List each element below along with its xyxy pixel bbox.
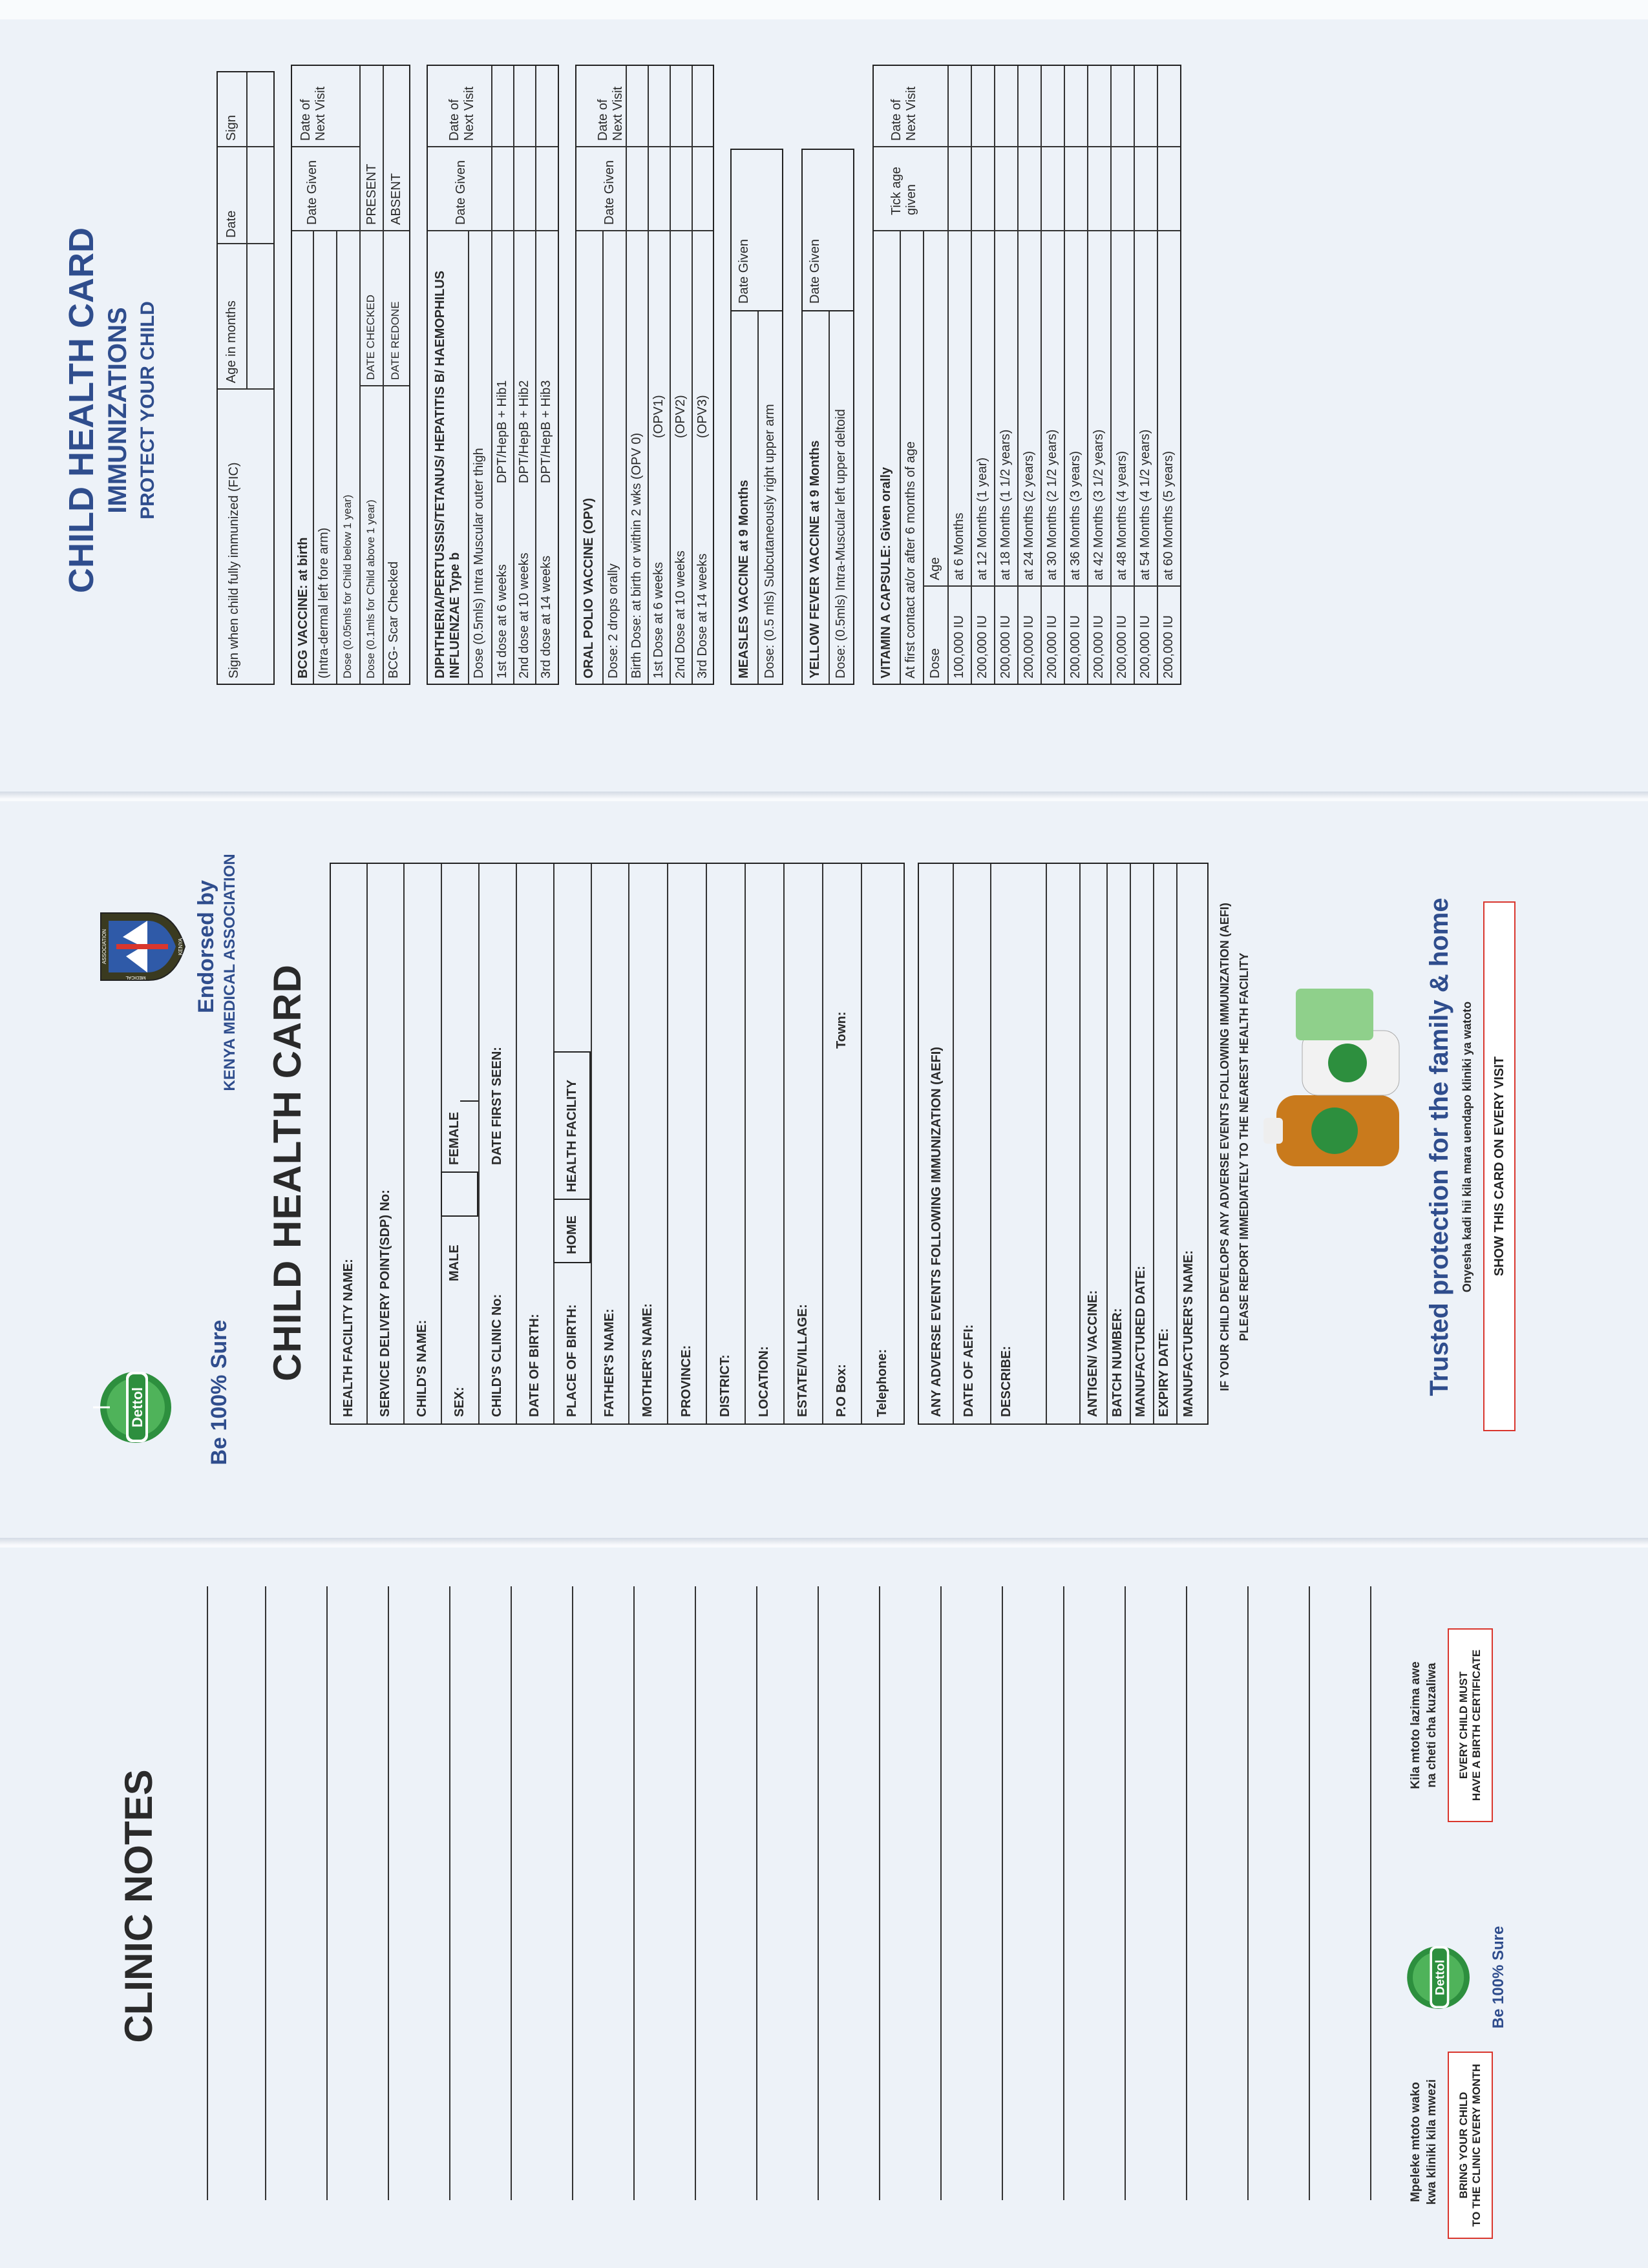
vitamin-a-age-2: at 12 Months (1 year) xyxy=(975,457,989,580)
sex-male: MALE xyxy=(447,1244,461,1281)
aefi-warning-1: IF YOUR CHILD DEVELOPS ANY ADVERSE EVENTS FOLLOWING IMMUNIZATION (AEFI) xyxy=(1218,903,1231,1391)
kma-crest-icon xyxy=(97,908,187,985)
vitamin-a-tick-header: Tick age given xyxy=(889,167,918,215)
be-100-sure-small: Be 100% Sure xyxy=(1490,1926,1507,2029)
aefi-form xyxy=(918,863,1209,1425)
field-town: Town: xyxy=(834,1011,849,1049)
aefi-header: ANY ADVERSE EVENTS FOLLOWING IMMUNIZATION (AEFI) xyxy=(929,1047,944,1417)
kma-logo-bottom: KENYA xyxy=(178,938,184,956)
bcg-dose-2: Dose (0.1mls for Child above 1 year) xyxy=(364,499,377,678)
vitamin-a-dose-7: 200,000 IU xyxy=(1092,615,1106,678)
field-pob: PLACE OF BIRTH: xyxy=(565,1304,579,1417)
vitamin-a-age-5: at 30 Months (2 1/2 years) xyxy=(1045,429,1059,580)
field-health-facility: HEALTH FACILITY NAME: xyxy=(341,1259,355,1417)
opv-date-given: Date Given xyxy=(602,160,617,225)
aefi-date: DATE OF AEFI: xyxy=(962,1324,976,1417)
dettol-logo-small xyxy=(1396,1942,1486,2013)
dpt-row-3-vaccine: DPT/HepB + Hib3 xyxy=(539,380,553,483)
sex-female: FEMALE xyxy=(447,1111,461,1165)
pob-health-facility: HEALTH FACILITY xyxy=(565,1079,579,1192)
field-sdp: SERVICE DELIVERY POINT(SDP) No: xyxy=(378,1190,392,1417)
trusted-protection: Trusted protection for the family & home xyxy=(1425,898,1453,1396)
vitamin-a-age-7: at 42 Months (3 1/2 years) xyxy=(1092,429,1106,580)
aefi-batch: BATCH NUMBER: xyxy=(1110,1308,1125,1417)
fold-line xyxy=(0,792,1648,799)
aefi-expiry-date: EXPIRY DATE: xyxy=(1157,1328,1171,1417)
vitamin-a-age-header: Age xyxy=(928,557,942,580)
opv-row-3: 3rd Dose at 14 weeks xyxy=(695,553,710,678)
yellow-fever-title: YELLOW FEVER VACCINE at 9 Months xyxy=(808,440,822,678)
fic-age-header: Age in months xyxy=(224,300,238,383)
vitamin-a-dose-4: 200,000 IU xyxy=(1022,615,1036,678)
field-date-first-seen: DATE FIRST SEEN: xyxy=(490,1047,504,1165)
vitamin-a-age-10: at 60 Months (5 years) xyxy=(1161,450,1176,580)
dettol-brand: Dettol xyxy=(129,1387,145,1428)
aefi-warning-2: PLEASE REPORT IMMEDIATELY TO THE NEAREST HEALTH FACILITY xyxy=(1238,952,1251,1341)
opv-row-3-code: (OPV3) xyxy=(695,395,710,438)
vitamin-a-age-3: at 18 Months (1 1/2 years) xyxy=(998,429,1013,580)
tagline: PROTECT YOUR CHILD xyxy=(137,301,158,520)
yellow-fever-date-given: Date Given xyxy=(808,238,822,304)
opv-title: ORAL POLIO VACCINE (OPV) xyxy=(582,498,596,678)
vitamin-a-age-1: at 6 Months xyxy=(952,512,966,580)
kma-logo-top: ASSOCIATION xyxy=(101,929,107,965)
bcg-next-visit: Date of Next Visit xyxy=(299,86,328,141)
vitamin-a-dose-10: 200,000 IU xyxy=(1161,615,1176,678)
pob-home: HOME xyxy=(565,1215,579,1254)
vitamin-a-dose-1: 100,000 IU xyxy=(952,615,966,678)
bcg-route: (Intra-dermal left fore arm) xyxy=(317,527,331,678)
field-sex: SEX: xyxy=(452,1387,467,1417)
yellow-fever-table xyxy=(801,310,854,685)
fic-sign-header: Sign xyxy=(224,114,238,141)
dpt-title: DIPHTHERIA/PERTUSSIS/TETANUS/ HEPATITIS B/ HAEMOPHILUS INFLUENZAE Type b xyxy=(433,270,462,678)
opv-row-2: 2nd Dose at 10 weeks xyxy=(673,551,688,678)
field-location: LOCATION: xyxy=(757,1346,771,1417)
opv-table xyxy=(575,65,714,685)
bcg-scar: BCG- Scar Checked xyxy=(386,561,401,678)
dpt-next-visit: Date of Next Visit xyxy=(447,86,476,141)
kma-name: KENYA MEDICAL ASSOCIATION xyxy=(221,854,238,1091)
aefi-describe: DESCRIBE: xyxy=(999,1345,1013,1417)
swahili-monthly-line-2: kwa kliniki kila mwezi xyxy=(1425,2079,1439,2205)
field-estate: ESTATE/VILLAGE: xyxy=(796,1304,810,1417)
measles-title: MEASLES VACCINE at 9 Months xyxy=(737,479,751,678)
monthly-clinic-banner xyxy=(1448,2052,1493,2239)
vitamin-a-table xyxy=(872,65,1181,685)
dettol-logo xyxy=(90,1367,200,1447)
swahili-monthly-line-1: Mpeleke mtoto wako xyxy=(1409,2082,1422,2202)
vitamin-a-dose-6: 200,000 IU xyxy=(1068,615,1083,678)
swahili-certificate-line-1: Kila mtoto lazima awe xyxy=(1409,1661,1422,1789)
bcg-date-checked: DATE CHECKED xyxy=(364,295,377,380)
vitamin-a-age-4: at 24 Months (2 years) xyxy=(1022,450,1036,580)
opv-row-0: Birth Dose: at birth or within 2 wks (OPV 0) xyxy=(629,432,644,678)
dpt-row-2: 2nd dose at 10 weeks xyxy=(517,552,531,678)
kma-logo-left: MEDICAL xyxy=(125,975,146,980)
dettol-brand-small: Dettol xyxy=(1433,1960,1448,1995)
vitamin-a-age-6: at 36 Months (3 years) xyxy=(1068,450,1083,580)
opv-dose: Dose: 2 drops orally xyxy=(606,563,620,678)
vitamin-a-age-9: at 54 Months (4 1/2 years) xyxy=(1138,429,1152,580)
vitamin-a-note: At first contact at/or after 6 months of age xyxy=(903,441,918,678)
fold-line xyxy=(0,1538,1648,1546)
dpt-row-3: 3rd dose at 14 weeks xyxy=(539,555,553,678)
clinic-notes-page xyxy=(13,1554,1642,2258)
opv-next-visit: Date of Next Visit xyxy=(596,86,625,141)
fic-table xyxy=(217,71,275,685)
birth-certificate-line-1: EVERY CHILD MUST xyxy=(1457,1671,1470,1780)
dpt-date-given: Date Given xyxy=(454,160,468,225)
bcg-table xyxy=(291,65,410,685)
bcg-date-given: Date Given xyxy=(305,160,319,225)
dpt-table xyxy=(427,65,559,685)
dpt-row-2-vaccine: DPT/HepB + Hib2 xyxy=(517,380,531,483)
registration-form xyxy=(330,863,905,1425)
swahili-show-card: Onyesha kadi hii kila mara uendapo kliniki ya watoto xyxy=(1461,1001,1474,1293)
field-father: FATHER'S NAME: xyxy=(602,1308,617,1417)
yellow-fever-dose: Dose: (0.5mls) Intra-Muscular left upper deltoid xyxy=(834,409,848,678)
opv-row-1-code: (OPV1) xyxy=(651,395,666,438)
dettol-product-image xyxy=(1263,985,1412,1192)
field-clinic-no: CHILD'S CLINIC No: xyxy=(490,1294,504,1417)
monthly-clinic-line-1: BRING YOUR CHILD xyxy=(1457,2092,1470,2199)
measles-date-given: Date Given xyxy=(737,238,751,304)
be-100-sure: Be 100% Sure xyxy=(207,1319,231,1465)
birth-certificate-line-2: HAVE A BIRTH CERTIFICATE xyxy=(1470,1649,1483,1801)
dpt-dose: Dose (0.5mls) Intra Muscular outer thigh xyxy=(472,448,486,678)
vitamin-a-age-8: at 48 Months (4 years) xyxy=(1115,450,1129,580)
field-dob: DATE OF BIRTH: xyxy=(527,1314,542,1417)
yellow-fever-date-cell xyxy=(801,149,854,311)
field-po-box: P.O Box: xyxy=(834,1364,849,1417)
bcg-title: BCG VACCINE: at birth xyxy=(296,537,310,678)
card-title: CHILD HEALTH CARD xyxy=(62,227,101,593)
show-card-banner: SHOW THIS CARD ON EVERY VISIT xyxy=(1483,901,1516,1431)
vitamin-a-dose-2: 200,000 IU xyxy=(975,615,989,678)
vitamin-a-dose-header: Dose xyxy=(928,648,942,678)
field-mother: MOTHER'S NAME: xyxy=(640,1303,655,1417)
bcg-absent: ABSENT xyxy=(389,173,403,225)
opv-row-2-code: (OPV2) xyxy=(673,395,688,438)
vitamin-a-dose-3: 200,000 IU xyxy=(998,615,1013,678)
front-title: CHILD HEALTH CARD xyxy=(266,964,309,1381)
vitamin-a-title: VITAMIN A CAPSULE: Given orally xyxy=(879,467,893,678)
field-district: DISTRICT: xyxy=(718,1354,732,1417)
vitamin-a-dose-8: 200,000 IU xyxy=(1115,615,1129,678)
endorsed-by: Endorsed by xyxy=(194,880,218,1013)
aefi-manufactured-date: MANUFACTURED DATE: xyxy=(1134,1265,1148,1417)
measles-table xyxy=(730,310,783,685)
swahili-certificate-line-2: na cheti cha kuzaliwa xyxy=(1425,1663,1439,1788)
measles-dose: Dose: (0.5 mls) Subcutaneously right upper arm xyxy=(763,404,777,678)
dpt-row-1: 1st dose at 6 weeks xyxy=(495,564,509,678)
sex-female-box[interactable] xyxy=(460,1100,478,1165)
vitamin-a-dose-5: 200,000 IU xyxy=(1045,615,1059,678)
bcg-dose-1: Dose (0.05mls for Child below 1 year) xyxy=(341,494,354,678)
dpt-row-1-vaccine: DPT/HepB + Hib1 xyxy=(495,380,509,483)
bcg-date-redone: DATE REDONE xyxy=(389,301,401,380)
field-province: PROVINCE: xyxy=(679,1345,693,1417)
front-cover-page xyxy=(13,811,1642,1528)
field-child-name: CHILD'S NAME: xyxy=(415,1319,429,1417)
vitamin-a-next-header: Date of Next Visit xyxy=(889,86,918,141)
fic-date-header: Date xyxy=(224,210,238,238)
bcg-present: PRESENT xyxy=(364,163,379,225)
aefi-manufacturer: MANUFACTURER'S NAME: xyxy=(1181,1250,1196,1417)
birth-certificate-banner xyxy=(1448,1628,1493,1822)
fic-label: Sign when child fully immunized (FIC) xyxy=(227,462,241,678)
monthly-clinic-line-2: TO THE CLINIC EVERY MONTH xyxy=(1470,2064,1483,2227)
clinic-notes-title: CLINIC NOTES xyxy=(117,1769,160,2043)
immunizations-heading: IMMUNIZATIONS xyxy=(103,307,132,514)
measles-date-cell xyxy=(730,149,783,311)
field-telephone: Telephone: xyxy=(875,1349,889,1417)
aefi-antigen: ANTIGEN/ VACCINE: xyxy=(1086,1290,1100,1417)
vitamin-a-dose-9: 200,000 IU xyxy=(1138,615,1152,678)
opv-row-1: 1st Dose at 6 weeks xyxy=(651,562,666,678)
immunization-page xyxy=(13,39,1642,782)
sex-male-box[interactable] xyxy=(441,1171,478,1217)
